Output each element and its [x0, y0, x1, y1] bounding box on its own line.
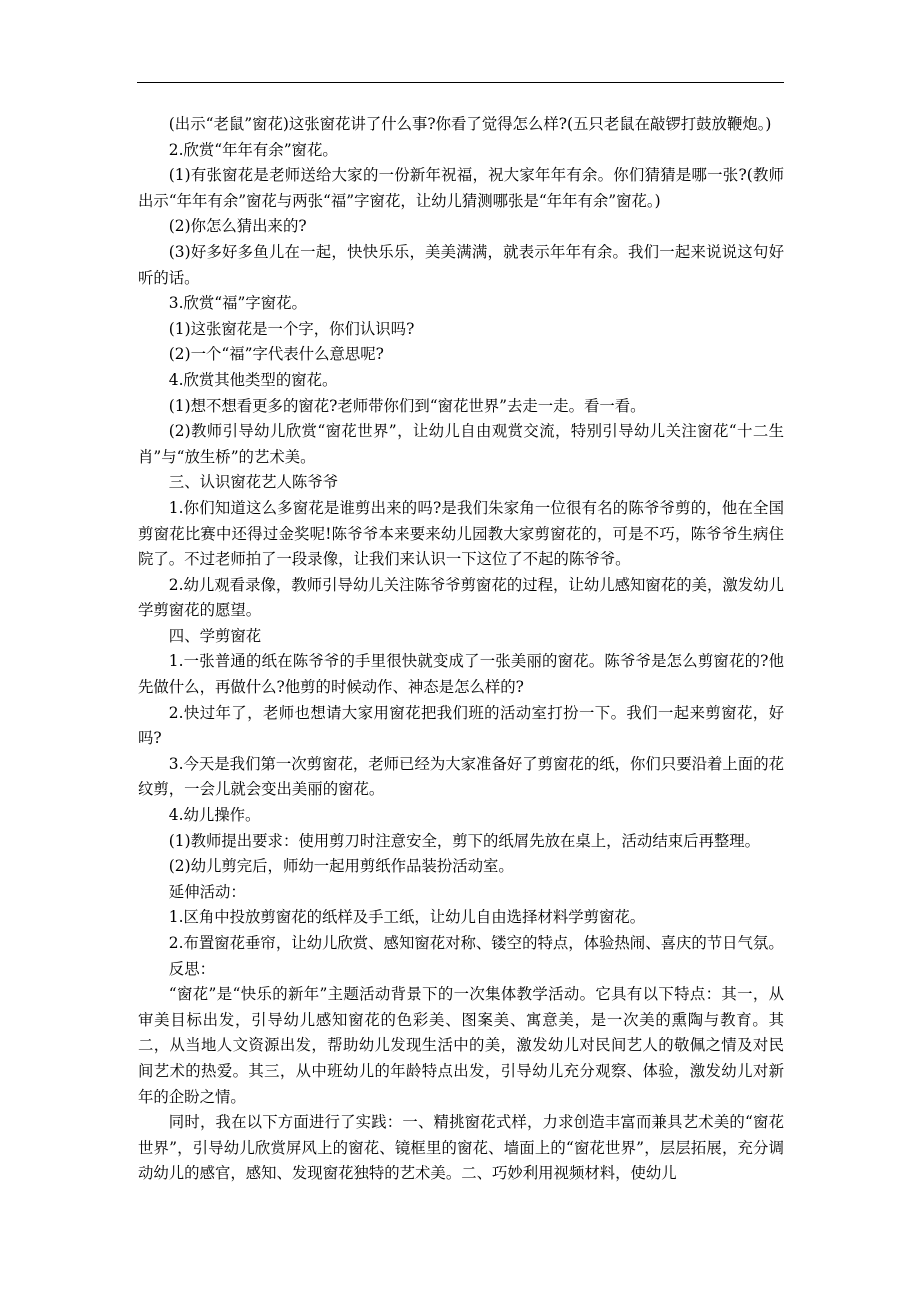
paragraph: (1)这张窗花是一个字，你们认识吗? — [168, 319, 415, 338]
section-heading: 反思： — [168, 959, 215, 978]
paragraph: 1.区角中投放剪窗花的纸样及手工纸，让幼儿自由选择材料学剪窗花。 — [168, 908, 646, 927]
body-text — [138, 112, 784, 1187]
paragraph: (1)教师提出要求：使用剪刀时注意安全，剪下的纸屑先放在桌上，活动结束后再整理。 — [168, 831, 761, 850]
paragraph: (2)教师引导幼儿欣赏“窗花世界”，让幼儿自由观赏交流，特别引导幼儿关注窗花“十二生肖”与“放生桥”的艺术美。 — [138, 422, 784, 466]
paragraph: (出示“老鼠”窗花)这张窗花讲了什么事?你看了觉得怎么样?(五只老鼠在敲锣打鼓放鞭炮。) — [168, 115, 772, 133]
section-heading: 四、学剪窗花 — [168, 626, 262, 645]
paragraph: 2.快过年了，老师也想请大家用窗花把我们班的活动室打扮一下。我们一起来剪窗花，好吗? — [138, 703, 784, 748]
paragraph: (1)想不想看更多的窗花?老师带你们到“窗花世界”去走一走。看一看。 — [168, 396, 646, 415]
section-heading: 延伸活动： — [168, 882, 246, 901]
paragraph: 1.你们知道这么多窗花是谁剪出来的吗?是我们朱家角一位很有名的陈爷爷剪的，他在全国剪窗花比赛中还得过金奖呢!陈爷爷本来要来幼儿园教大家剪窗花的，可是不巧，陈爷爷生病住院了。不过老师拍了一段录像，让我们来认识一下这位了不起的陈爷爷。 — [138, 498, 784, 569]
paragraph: 2.布置窗花垂帘，让幼儿欣赏、感知窗花对称、镂空的特点，体验热闹、喜庆的节日气氛。 — [168, 934, 784, 952]
paragraph: 2.幼儿观看录像，教师引导幼儿关注陈爷爷剪窗花的过程，让幼儿感知窗花的美，激发幼儿学剪窗花的愿望。 — [138, 575, 784, 620]
paragraph: 2.欣赏“年年有余”窗花。 — [168, 140, 338, 159]
paragraph: 4.欣赏其他类型的窗花。 — [168, 370, 338, 389]
paragraph: 4.幼儿操作。 — [168, 806, 261, 825]
paragraph: (2)幼儿剪完后，师幼一起用剪纸作品装扮活动室。 — [168, 857, 514, 876]
paragraph: (3)好多好多鱼儿在一起，快快乐乐，美美满满，就表示年年有余。我们一起来说说这句好听的话。 — [138, 242, 784, 287]
header-rule — [137, 82, 784, 83]
paragraph: (2)你怎么猜出来的? — [168, 217, 307, 236]
paragraph: 3.今天是我们第一次剪窗花，老师已经为大家准备好了剪窗花的纸，你们只要沿着上面的花纹剪，一会儿就会变出美丽的窗花。 — [138, 754, 784, 799]
paragraph: 同时，我在以下方面进行了实践：一、精挑窗花式样，力求创造丰富而兼具艺术美的“窗花世界”，引导幼儿欣赏屏风上的窗花、镜框里的窗花、墙面上的“窗花世界”，层层拓展，充分调动幼儿的感官，感知、发现窗花独特的艺术美。二、巧妙利用视频材料，使幼儿 — [138, 1113, 784, 1183]
paragraph: “窗花”是“快乐的新年”主题活动背景下的一次集体教学活动。它具有以下特点：其一，从审美目标出发，引导幼儿感知窗花的色彩美、图案美、寓意美，是一次美的熏陶与教育。其二，从当地人文资源出发，帮助幼儿发现生活中的美，激发幼儿对民间艺人的敬佩之情及对民间艺术的热爱。其三，从中班幼儿的年龄特点出发，引导幼儿充分观察、体验，激发幼儿对新年的企盼之情。 — [138, 985, 784, 1106]
paragraph: 1.一张普通的纸在陈爷爷的手里很快就变成了一张美丽的窗花。陈爷爷是怎么剪窗花的?他先做什么，再做什么?他剪的时候动作、神态是怎么样的? — [138, 652, 784, 697]
paragraph: (2)一个“福”字代表什么意思呢? — [168, 345, 384, 364]
paragraph: 3.欣赏“福”字窗花。 — [168, 294, 307, 313]
paragraph: (1)有张窗花是老师送给大家的一份新年祝福，祝大家年年有余。你们猜猜是哪一张?(教师出示“年年有余”窗花与两张“福”字窗花，让幼儿猜测哪张是“年年有余”窗花。) — [138, 166, 784, 210]
section-heading: 三、认识窗花艺人陈爷爷 — [168, 473, 339, 492]
